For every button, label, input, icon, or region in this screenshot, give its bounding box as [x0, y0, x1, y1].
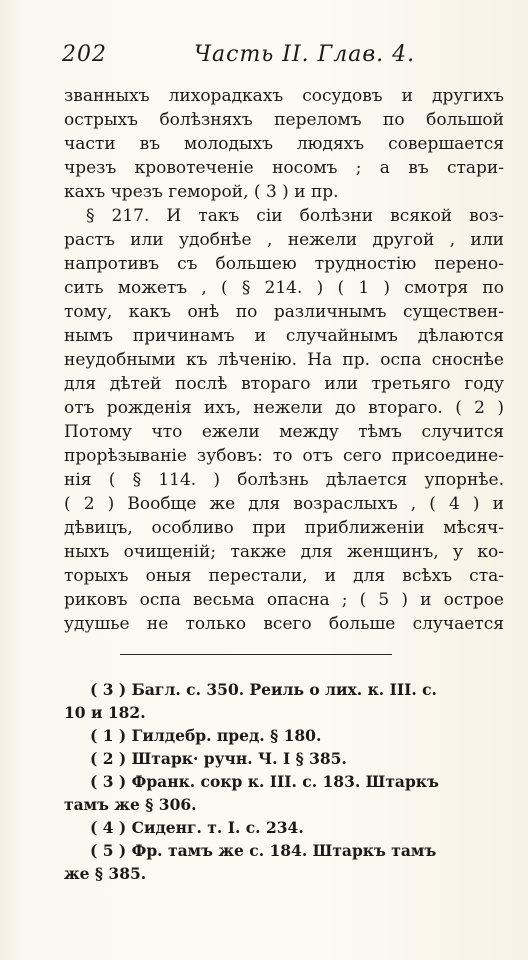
text-line: чрезъ кровотеченіе носомъ ; а въ стари-: [64, 158, 504, 178]
footnote-line: ( 1 ) Гилдебр. пред. § 180.: [90, 726, 322, 745]
text-line: кахъ чрезъ геморой, ( 3 ) и пр.: [64, 182, 339, 202]
running-head: Часть II. Глав. 4.: [194, 42, 416, 67]
text-line: ныхъ очищеній; также для женщинъ, у ко-: [64, 542, 504, 562]
footnote-line: ( 5 ) Фр. тамъ же с. 184. Штаркъ тамъ: [90, 841, 437, 860]
text-line: нымъ причинамъ и случайнымъ дѣлаются: [64, 326, 504, 346]
text-line: удушье не только всего больше случается: [64, 614, 504, 634]
text-line: нія ( § 114. ) болѣзнь дѣлается упорнѣе.: [64, 470, 504, 490]
text-line: званныхъ лихорадкахъ сосудовъ и другихъ: [64, 86, 504, 106]
footnote-divider: [120, 654, 392, 655]
text-line: острыхъ болѣзняхъ переломъ по большой: [64, 110, 504, 130]
footnote-line: ( 4 ) Сиденг. т. I. с. 234.: [90, 818, 304, 837]
text-line: сить можетъ , ( § 214. ) ( 1 ) смотря по: [64, 278, 504, 298]
footnote-line: же § 385.: [64, 864, 147, 883]
page-header: [62, 42, 462, 72]
text-line: части въ молодыхъ людяхъ совершается: [64, 134, 504, 154]
footnote-line: тамъ же § 306.: [64, 795, 197, 814]
text-line: напротивъ съ большею трудностію перено-: [64, 254, 504, 274]
text-line: торыхъ оныя перестали, и для всѣхъ ста-: [64, 566, 504, 586]
text-line: риковъ оспа весьма опасна ; ( 5 ) и острое: [64, 590, 504, 610]
text-line: § 217. И такъ сіи болѣзни всякой воз-: [86, 206, 504, 226]
text-line: для дѣтей послѣ втораго или третьяго году: [64, 374, 504, 394]
text-line: Потому что ежели между тѣмъ случится: [64, 422, 504, 442]
text-line: прорѣзываніе зубовъ: то отъ сего присоедине-: [64, 446, 504, 466]
footnote-line: 10 и 182.: [64, 703, 146, 722]
text-line: неудобными къ лѣченію. На пр. оспа сноснѣе: [64, 350, 504, 370]
footnote-line: ( 2 ) Штарк· ручн. Ч. I § 385.: [90, 749, 347, 768]
page-number: 202: [62, 42, 107, 67]
text-line: ( 2 ) Вообще же для возраслыхъ , ( 4 ) и: [64, 494, 504, 514]
footnote-line: ( 3 ) Багл. с. 350. Реиль о лих. к. III. с.: [90, 680, 437, 699]
footnotes: [64, 678, 504, 885]
main-text: [64, 84, 504, 636]
text-line: отъ рожденія ихъ, нежели до втораго. ( 2 ): [64, 398, 504, 418]
text-line: дѣвицъ, особливо при приближеніи мѣсяч-: [64, 518, 504, 538]
text-line: растъ или удобнѣе , нежели другой , или: [64, 230, 504, 250]
footnote-line: ( 3 ) Франк. сокр к. III. с. 183. Штаркъ: [90, 772, 439, 791]
text-line: тому, какъ онѣ по различнымъ существен-: [64, 302, 504, 322]
